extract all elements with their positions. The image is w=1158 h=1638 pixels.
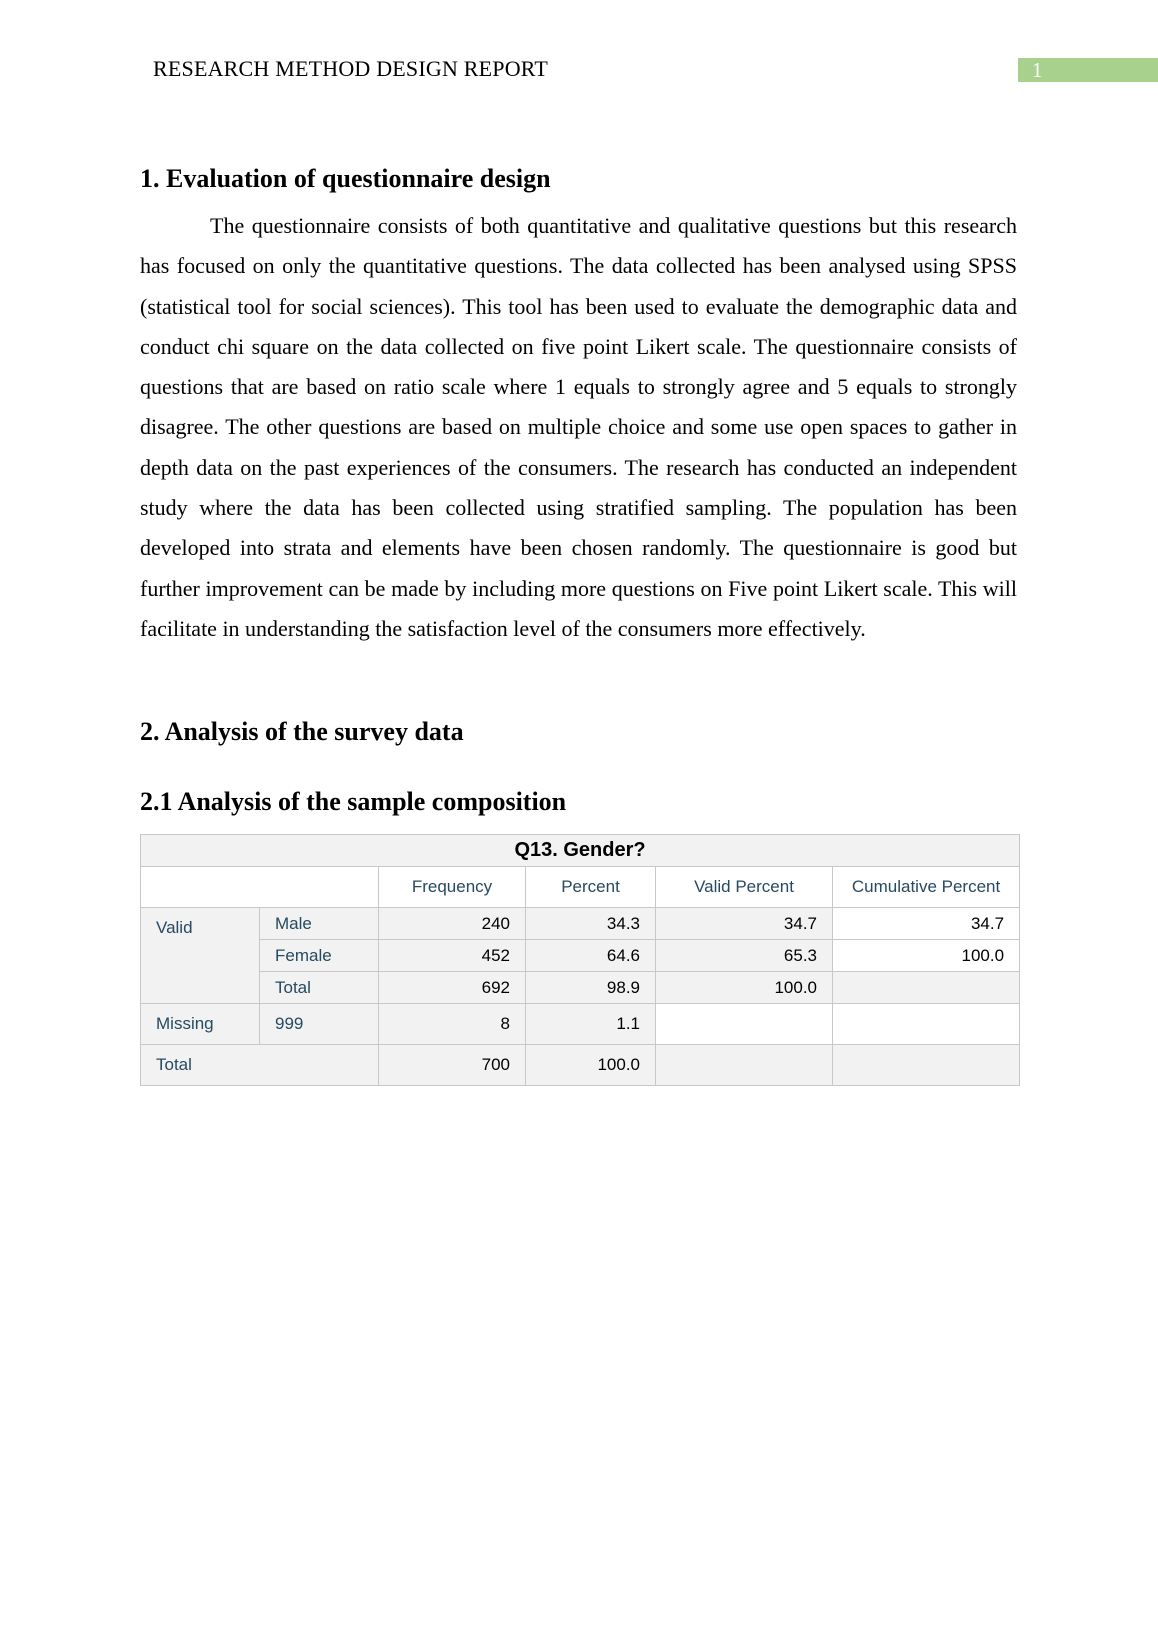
table-row [141, 1004, 1020, 1045]
cell-empty [656, 1004, 833, 1045]
cell-frequency: 240 [379, 908, 526, 940]
col-header-cumulative-percent: Cumulative Percent [833, 867, 1020, 908]
table-row [141, 972, 1020, 1004]
section-heading-evaluation: 1. Evaluation of questionnaire design [140, 164, 551, 193]
page-number: 1 [1018, 58, 1158, 82]
cell-percent: 100.0 [526, 1045, 656, 1086]
table-title: Q13. Gender? [141, 835, 1020, 867]
table-row [141, 1045, 1020, 1086]
row-label-missing-code: 999 [260, 1004, 379, 1045]
body-paragraph: The questionnaire consists of both quantitative and qualitative questions but this research has focused on only the quantitative questions. The data collected has been analysed using SPSS (statistical tool for social sciences). This tool has been used to evaluate the demographic data and conduct chi square on the data collected on five point Likert scale. The questionnaire consists of questions that are based on ratio scale where 1 equals to strongly agree and 5 equals to strongly disagree. The other questions are based on multiple choice and some use open spaces to gather in depth data on the past experiences of the consumers. The research has conducted an independent study where the data has been collected using stratified sampling. The population has been developed into strata and elements have been chosen randomly. The questionnaire is good but further improvement can be made by including more questions on Five point Likert scale. This will facilitate in understanding the satisfaction level of the consumers more effectively. [140, 213, 1017, 641]
row-label-valid-total: Total [260, 972, 379, 1004]
cell-frequency: 692 [379, 972, 526, 1004]
cell-percent: 34.3 [526, 908, 656, 940]
cell-frequency: 700 [379, 1045, 526, 1086]
cell-empty [833, 1004, 1020, 1045]
cell-empty [656, 1045, 833, 1086]
gender-frequency-table [140, 834, 1020, 1086]
table-corner [141, 867, 379, 908]
col-header-percent: Percent [526, 867, 656, 908]
table-row [141, 940, 1020, 972]
row-label-grand-total: Total [141, 1045, 379, 1086]
subsection-heading-sample-composition: 2.1 Analysis of the sample composition [140, 787, 567, 816]
cell-percent: 64.6 [526, 940, 656, 972]
cell-valid-percent: 65.3 [656, 940, 833, 972]
cell-cumulative-percent: 34.7 [833, 908, 1020, 940]
cell-empty [833, 1045, 1020, 1086]
row-label-male: Male [260, 908, 379, 940]
row-label-missing: Missing [141, 1004, 260, 1045]
cell-cumulative-percent: 100.0 [833, 940, 1020, 972]
cell-frequency: 8 [379, 1004, 526, 1045]
section-heading-analysis: 2. Analysis of the survey data [140, 717, 464, 746]
cell-frequency: 452 [379, 940, 526, 972]
row-group-valid: Valid [141, 908, 260, 1004]
cell-cumulative-percent [833, 972, 1020, 1004]
running-head: RESEARCH METHOD DESIGN REPORT [153, 56, 549, 81]
cell-percent: 1.1 [526, 1004, 656, 1045]
cell-valid-percent: 34.7 [656, 908, 833, 940]
row-label-female: Female [260, 940, 379, 972]
cell-valid-percent: 100.0 [656, 972, 833, 1004]
col-header-frequency: Frequency [379, 867, 526, 908]
cell-percent: 98.9 [526, 972, 656, 1004]
table-row [141, 908, 1020, 940]
col-header-valid-percent: Valid Percent [656, 867, 833, 908]
